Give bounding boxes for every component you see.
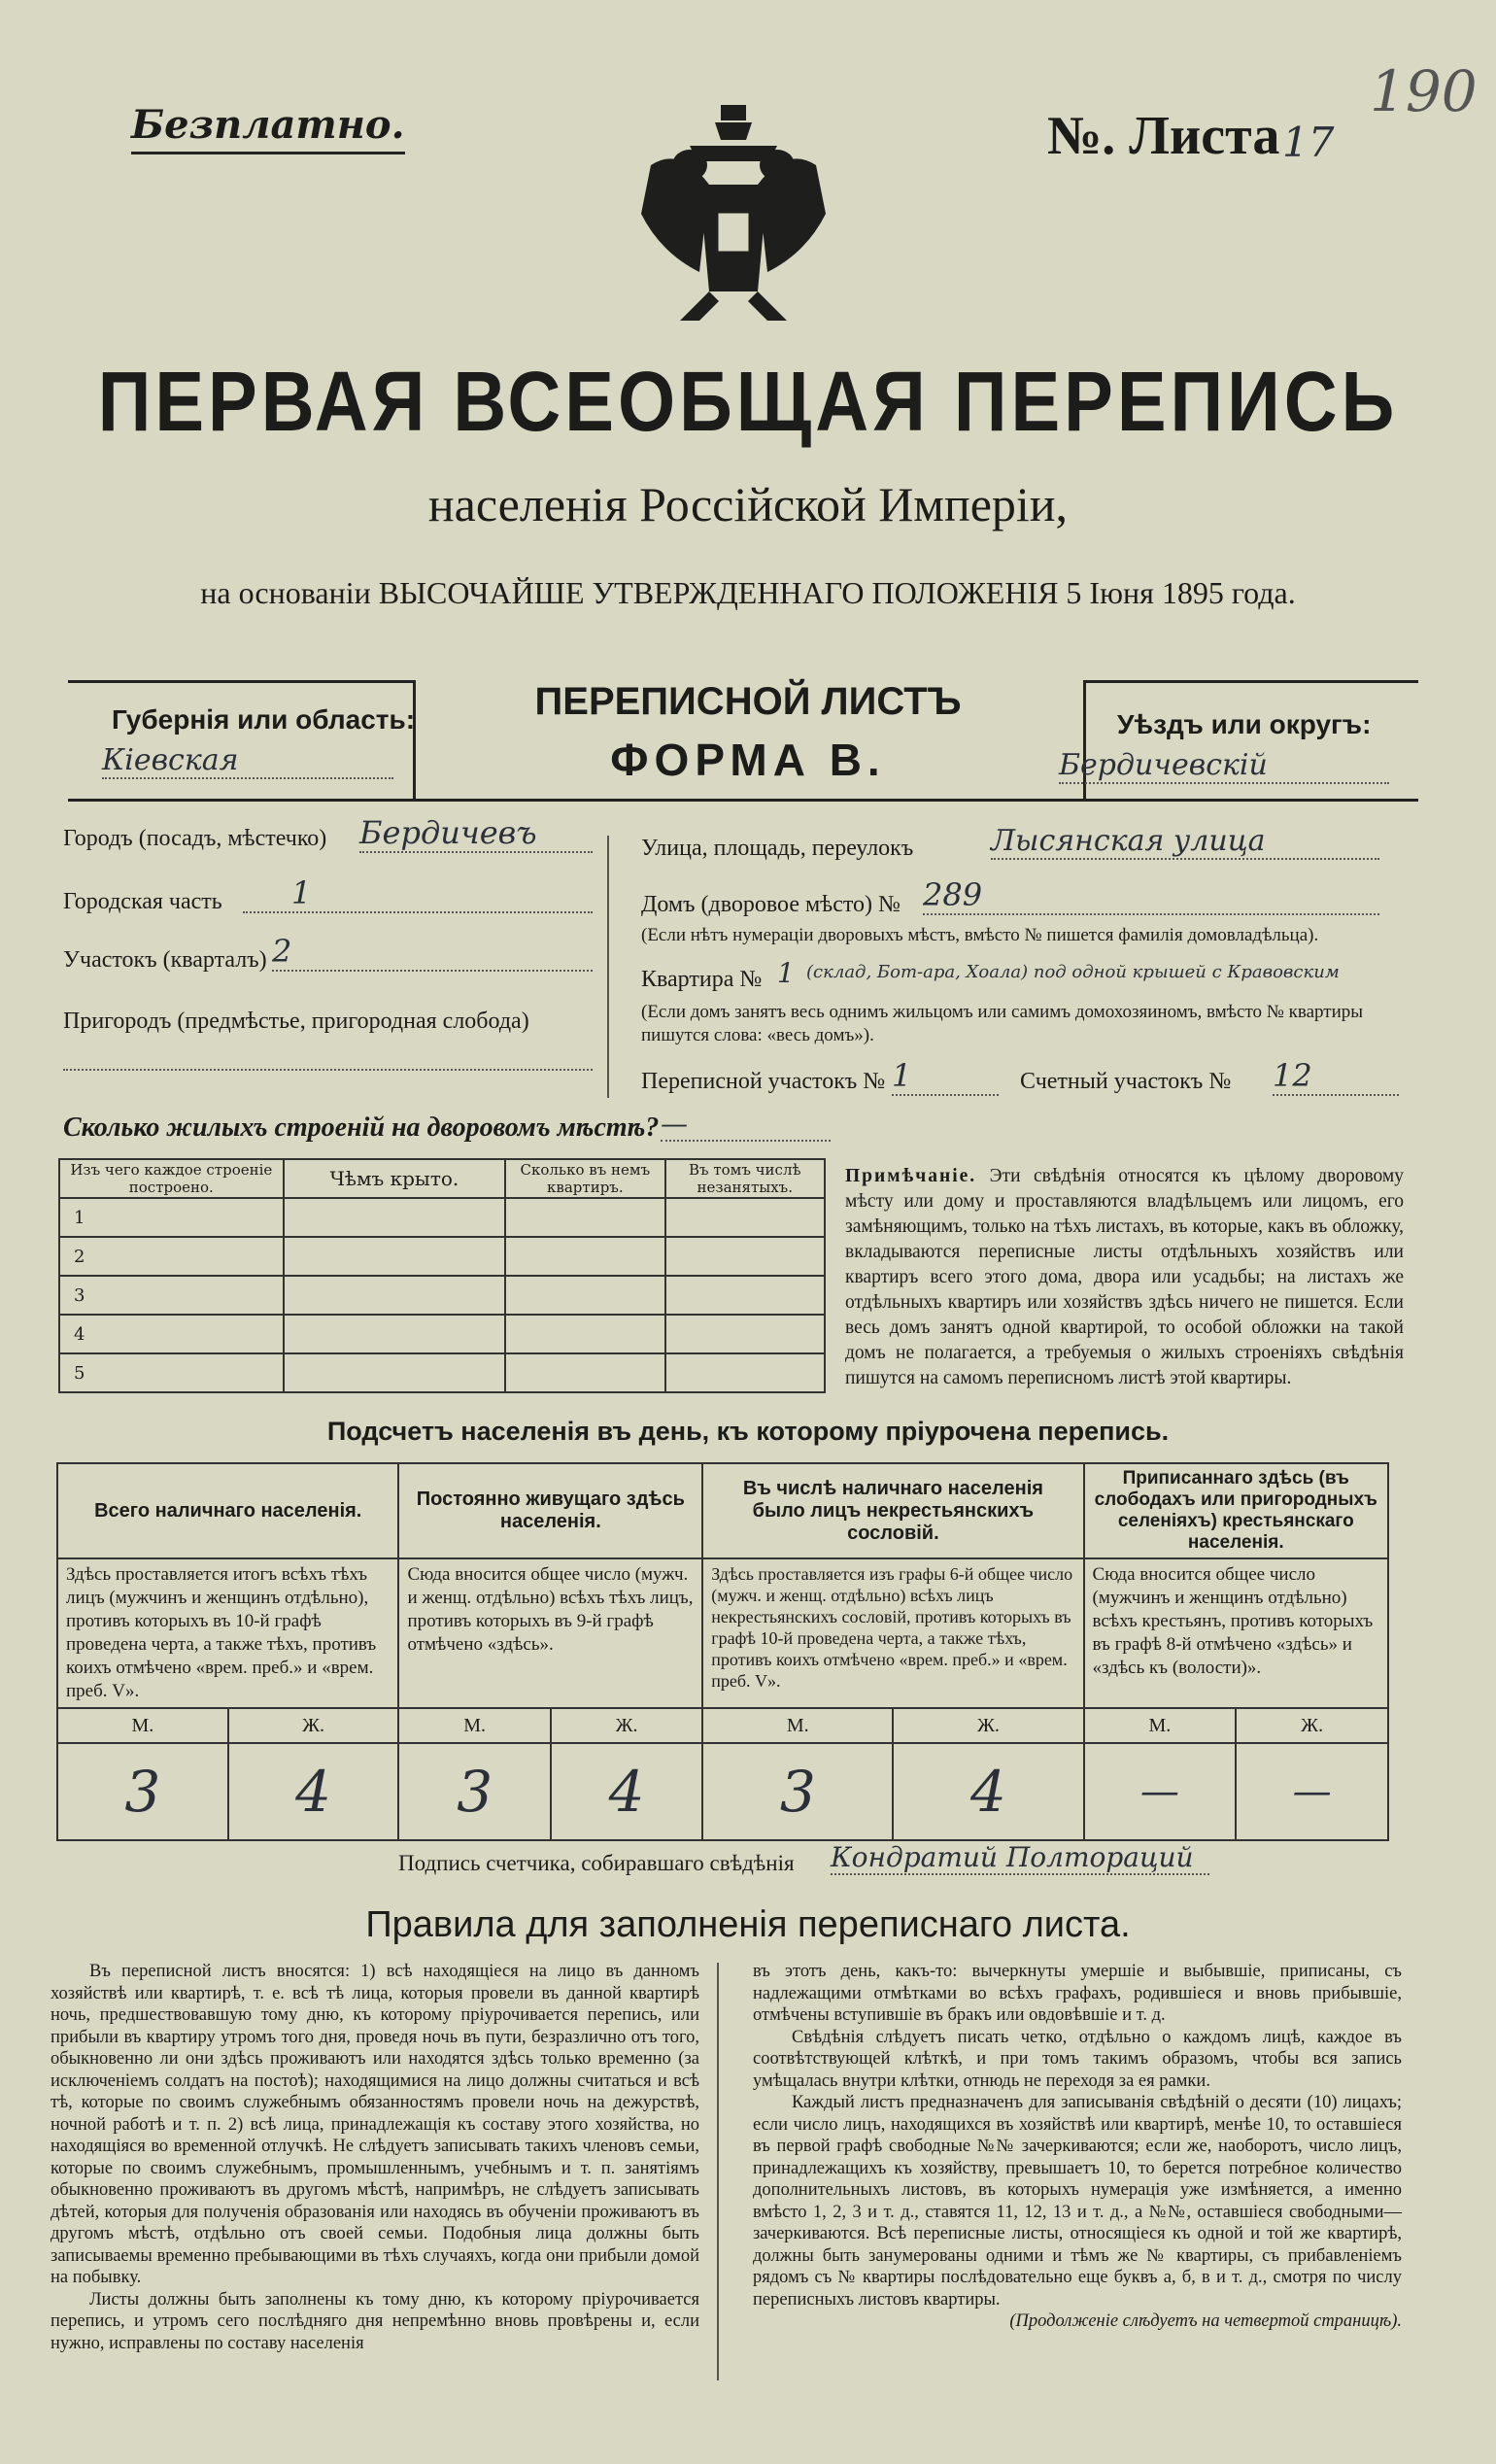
tally-desc-total: Здѣсь проставляется итогъ всѣхъ тѣхъ лицъ (мужчинъ и женщинъ отдѣльно), противъ которыхъ въ 10-й графѣ проведена черта, а также тѣхъ, противъ коихъ отмѣчено «врем. преб.» и «врем. преб. V».	[57, 1558, 398, 1708]
count-district-value: 12	[1273, 1057, 1399, 1096]
apartment-label: Квартира №	[641, 967, 763, 992]
tally-f-label: Ж.	[1236, 1708, 1388, 1743]
page-subtitle: населенія Россійской Имперіи,	[427, 477, 1069, 531]
buildings-note	[845, 1164, 1404, 1391]
tally-permanent-male: 3	[398, 1743, 550, 1840]
buildings-col-vacant: Въ томъ числѣ незанятыхъ.	[665, 1159, 825, 1198]
suburb-label: Пригородъ (предмѣстье, пригородная слобода)	[63, 1009, 529, 1034]
rules-left-column	[51, 1961, 699, 2354]
tally-head-total: Всего наличнаго населенія.	[57, 1463, 398, 1558]
district-value: Бердичевскій	[1059, 748, 1389, 784]
section-label: Участокъ (кварталъ)	[63, 947, 267, 973]
buildings-question: Сколько жилыхъ строеній на дворовомъ мѣстѣ?	[63, 1112, 660, 1143]
tally-table	[56, 1462, 1389, 1841]
tally-f-label: Ж.	[893, 1708, 1083, 1743]
archive-number: 190	[1370, 58, 1478, 124]
rules-paragraph: Въ переписной листъ вносятся: 1) всѣ находящіеся на лицо въ данномъ хозяйствѣ или квартирѣ, т. е. всѣ тѣ лица, которыя провели въ данной квартирѣ ночь, предшествовавшую тому дню, къ которому пріурочивается перепись, или прибыли въ квартиру утромъ того дня, проведя ночь въ пути, безразлично отъ того, обыкновенно ли они здѣсь проживаютъ или находятся здѣсь только временно (за исключеніемъ солдатъ на постоѣ); находящимися на лицо должны считаться и всѣ тѣ, которые по своимъ служебнымъ обязанностямъ провели ночь на дежурствѣ, ночной работѣ и т. п. 2) всѣ лица, принадлежащія къ составу этого хозяйства, но находящіяся во временной отлучкѣ. Не слѣдуетъ записывать такихъ членовъ семьи, которые по своимъ служебнымъ, промышленнымъ, учебнымъ и т. п. занятіямъ обыкновенно проживаютъ въ другомъ мѣстѣ, напримѣръ, не слѣдуетъ записывать дѣтей, которыя для полученія образованія или находясь въ обученіи проживаютъ въ другомъ мѣстѣ, отдѣльно отъ своей семьи. Подобныя лица должны быть записываемы временно пребывающими въ тѣхъ случаяхъ, когда они прибыли домой на побывку.	[51, 1962, 699, 2287]
signature-label: Подпись счетчика, собиравшаго свѣдѣнія	[398, 1851, 795, 1875]
house-label: Домъ (дворовое мѣсто) №	[641, 892, 901, 917]
signature-value: Кондратий Полтораций	[831, 1841, 1209, 1875]
apartment-handwritten-note: (склад, Бот-ара, Хоала) под одной крышей с Кравовским	[806, 962, 1340, 982]
buildings-row-number: 3	[59, 1276, 284, 1315]
free-label: Безплатно.	[131, 102, 405, 154]
tally-permanent-female: 4	[551, 1743, 702, 1840]
province-value: Кіевская	[102, 743, 393, 779]
tally-head-peasant: Приписаннаго здѣсь (въ слободахъ или пригородныхъ селеніяхъ) крестьянскаго населенія.	[1084, 1463, 1388, 1558]
tally-m-label: М.	[398, 1708, 550, 1743]
count-district-label: Счетный участокъ №	[1020, 1069, 1232, 1094]
census-district-value: 1	[892, 1057, 999, 1096]
tally-m-label: М.	[702, 1708, 893, 1743]
tally-peasant-female: —	[1236, 1743, 1388, 1840]
tally-peasant-male: —	[1084, 1743, 1237, 1840]
tally-desc-peasant: Сюда вносится общее число (мужчинъ и женщинъ отдѣльно) всѣхъ крестьянъ, противъ которыхъ въ графѣ 8-й отмѣчено «здѣсь» и «здѣсь къ (волости)».	[1084, 1558, 1388, 1708]
buildings-note-text: Эти свѣдѣнія относятся къ цѣлому дворовому мѣсту или дому и проставляются владѣльцемъ или лицомъ, его замѣняющимъ, только на тѣхъ листахъ, въ которые, какъ въ обложку, вкладываются переписные листы отдѣльныхъ хозяйствъ или квартиръ всего этого дома, двора или усадьбы; на листахъ же отдѣльныхъ квартиръ или хозяйствъ здѣсь ничего не пишется. Если весь домъ занятъ одной квартирой, то особой обложки на такой домъ не полагается, а требуемыя о жилыхъ строеніяхъ свѣдѣнія пишутся на самомъ переписномъ листѣ этой квартиры.	[845, 1166, 1405, 1388]
sheet-title: ПЕРЕПИСНОЙ ЛИСТЪ	[534, 680, 962, 723]
tally-head-permanent: Постоянно живущаго здѣсь населенія.	[398, 1463, 702, 1558]
buildings-note-title: Примѣчаніе.	[845, 1166, 977, 1186]
buildings-row-number: 5	[59, 1353, 284, 1392]
city-part-label: Городская часть	[63, 889, 222, 914]
census-district-label: Переписной участокъ №	[641, 1069, 886, 1094]
province-label: Губернія или область:	[112, 704, 416, 735]
rules-paragraph: Свѣдѣнія слѣдуетъ писать четко, отдѣльно о каждомъ лицѣ, каждое въ соотвѣтствующей клѣткѣ, и при томъ такимъ образомъ, чтобы вся запись умѣщалась внутри клѣтки, отнюдь не переходя за ея рамки.	[753, 2027, 1402, 2091]
tally-f-label: Ж.	[551, 1708, 702, 1743]
rules-paragraph: Листы должны быть заполнены къ тому дню, къ которому пріурочивается перепись, и утромъ сего послѣдняго дня непремѣнно вновь провѣрены и, если нужно, исправлены по составу населенія	[51, 2289, 699, 2353]
apartment-value: 1	[777, 957, 795, 989]
rules-right-column	[753, 1961, 1402, 2333]
tally-desc-permanent: Сюда вносится общее число (мужч. и женщ. отдѣльно) всѣхъ тѣхъ лицъ, противъ которыхъ въ 9-й графѣ отмѣчено «здѣсь».	[398, 1558, 702, 1708]
form-label: ФОРМА В.	[610, 735, 886, 785]
buildings-row-number: 1	[59, 1198, 284, 1237]
house-value: 289	[923, 876, 1379, 915]
street-label: Улица, площадь, переулокъ	[641, 836, 914, 861]
district-label: Уѣздъ или округъ:	[1117, 709, 1372, 739]
tally-f-label: Ж.	[228, 1708, 399, 1743]
buildings-col-apartments: Сколько въ немъ квартиръ.	[505, 1159, 664, 1198]
street-value: Лысянская улица	[991, 824, 1379, 860]
tally-non-peasant-female: 4	[893, 1743, 1083, 1840]
buildings-answer: —	[661, 1108, 831, 1142]
rules-paragraph: въ этотъ день, какъ-то: вычеркнуты умершіе и выбывшіе, приписаны, съ надлежащими отмѣтками во всѣхъ графахъ, родившіеся и вновь прибывшіе, отмѣчены вступившіе въ бракъ или овдовѣвшіе и т. д.	[753, 1962, 1402, 2025]
tally-total-female: 4	[228, 1743, 399, 1840]
tally-m-label: М.	[57, 1708, 228, 1743]
tally-desc-non-peasant: Здѣсь проставляется изъ графы 6-й общее число (мужч. и женщ. отдѣльно) всѣхъ лицъ некрестьянскихъ сословій, противъ которыхъ въ графѣ 10-й проведена черта, а также тѣхъ, противъ коихъ отмѣчено «врем. преб.» и «врем. преб. V».	[702, 1558, 1083, 1708]
city-part-value: 1	[243, 874, 593, 913]
apartment-note: (Если домъ занятъ весь однимъ жильцомъ или самимъ домохозяиномъ, вмѣсто № квартиры пишутся слова: «весь домъ»).	[641, 1002, 1364, 1045]
suburb-line	[63, 1049, 593, 1071]
page-title: ПЕРВАЯ ВСЕОБЩАЯ ПЕРЕПИСЬ	[97, 354, 1399, 450]
buildings-row-number: 4	[59, 1315, 284, 1353]
house-note: (Если нѣтъ нумераціи дворовыхъ мѣстъ, вмѣсто № пишется фамилія домовладѣльца).	[641, 925, 1319, 945]
tally-m-label: М.	[1084, 1708, 1237, 1743]
buildings-row-number: 2	[59, 1237, 284, 1276]
buildings-col-roof: Чѣмъ крыто.	[284, 1159, 505, 1198]
rules-title: Правила для заполненія переписнаго листа.	[365, 1904, 1131, 1945]
sheet-number-label: №. Листа	[1047, 106, 1280, 166]
double-headed-eagle-icon	[631, 97, 835, 335]
city-label: Городъ (посадъ, мѣстечко)	[63, 826, 327, 851]
buildings-table	[58, 1158, 826, 1393]
tally-head-non-peasant: Въ числѣ наличнаго населенія было лицъ некрестьянскихъ сословій.	[702, 1463, 1083, 1558]
sheet-number-value: 17	[1282, 119, 1335, 166]
section-value: 2	[272, 933, 593, 972]
legal-basis: на основаніи ВЫСОЧАЙШЕ УТВЕРЖДЕННАГО ПОЛОЖЕНІЯ 5 Іюня 1895 года.	[200, 575, 1296, 610]
tally-non-peasant-male: 3	[702, 1743, 893, 1840]
city-value: Бердичевъ	[359, 814, 593, 853]
buildings-col-material: Изъ чего каждое строеніе построено.	[59, 1159, 284, 1198]
tally-title: Подсчетъ населенія въ день, къ которому пріурочена перепись.	[326, 1417, 1170, 1446]
rules-continuation: (Продолженіе слѣдуетъ на четвертой страницѣ).	[1009, 2311, 1402, 2331]
tally-total-male: 3	[57, 1743, 228, 1840]
rules-paragraph: Каждый листъ предназначенъ для записыванія свѣдѣній о десяти (10) лицахъ; если число лицъ, находящихся въ хозяйствѣ или квартирѣ, менѣе 10, то оставшіеся въ первой графѣ свободные №№ зачеркиваются; если же, наоборотъ, число лицъ, принадлежащихъ къ хозяйству, превышаетъ 10, то берется потребное количество дополнительныхъ листовъ, въ которыхъ нумерація уже измѣняется, а именно вмѣсто 1, 2, 3 и т. д., ставятся 11, 12, 13 и т. д., а №№, оставшіеся свободными—зачеркиваются. Всѣ переписные листы, относящіеся къ одной и той же квартирѣ, должны быть занумерованы одними и тѣмъ же № квартиры, съ прибавленіемъ рядомъ съ № квартиры послѣдовательно еще буквъ а, б, в и т. д., смотря по числу переписныхъ листовъ квартиры.	[753, 2093, 1402, 2310]
